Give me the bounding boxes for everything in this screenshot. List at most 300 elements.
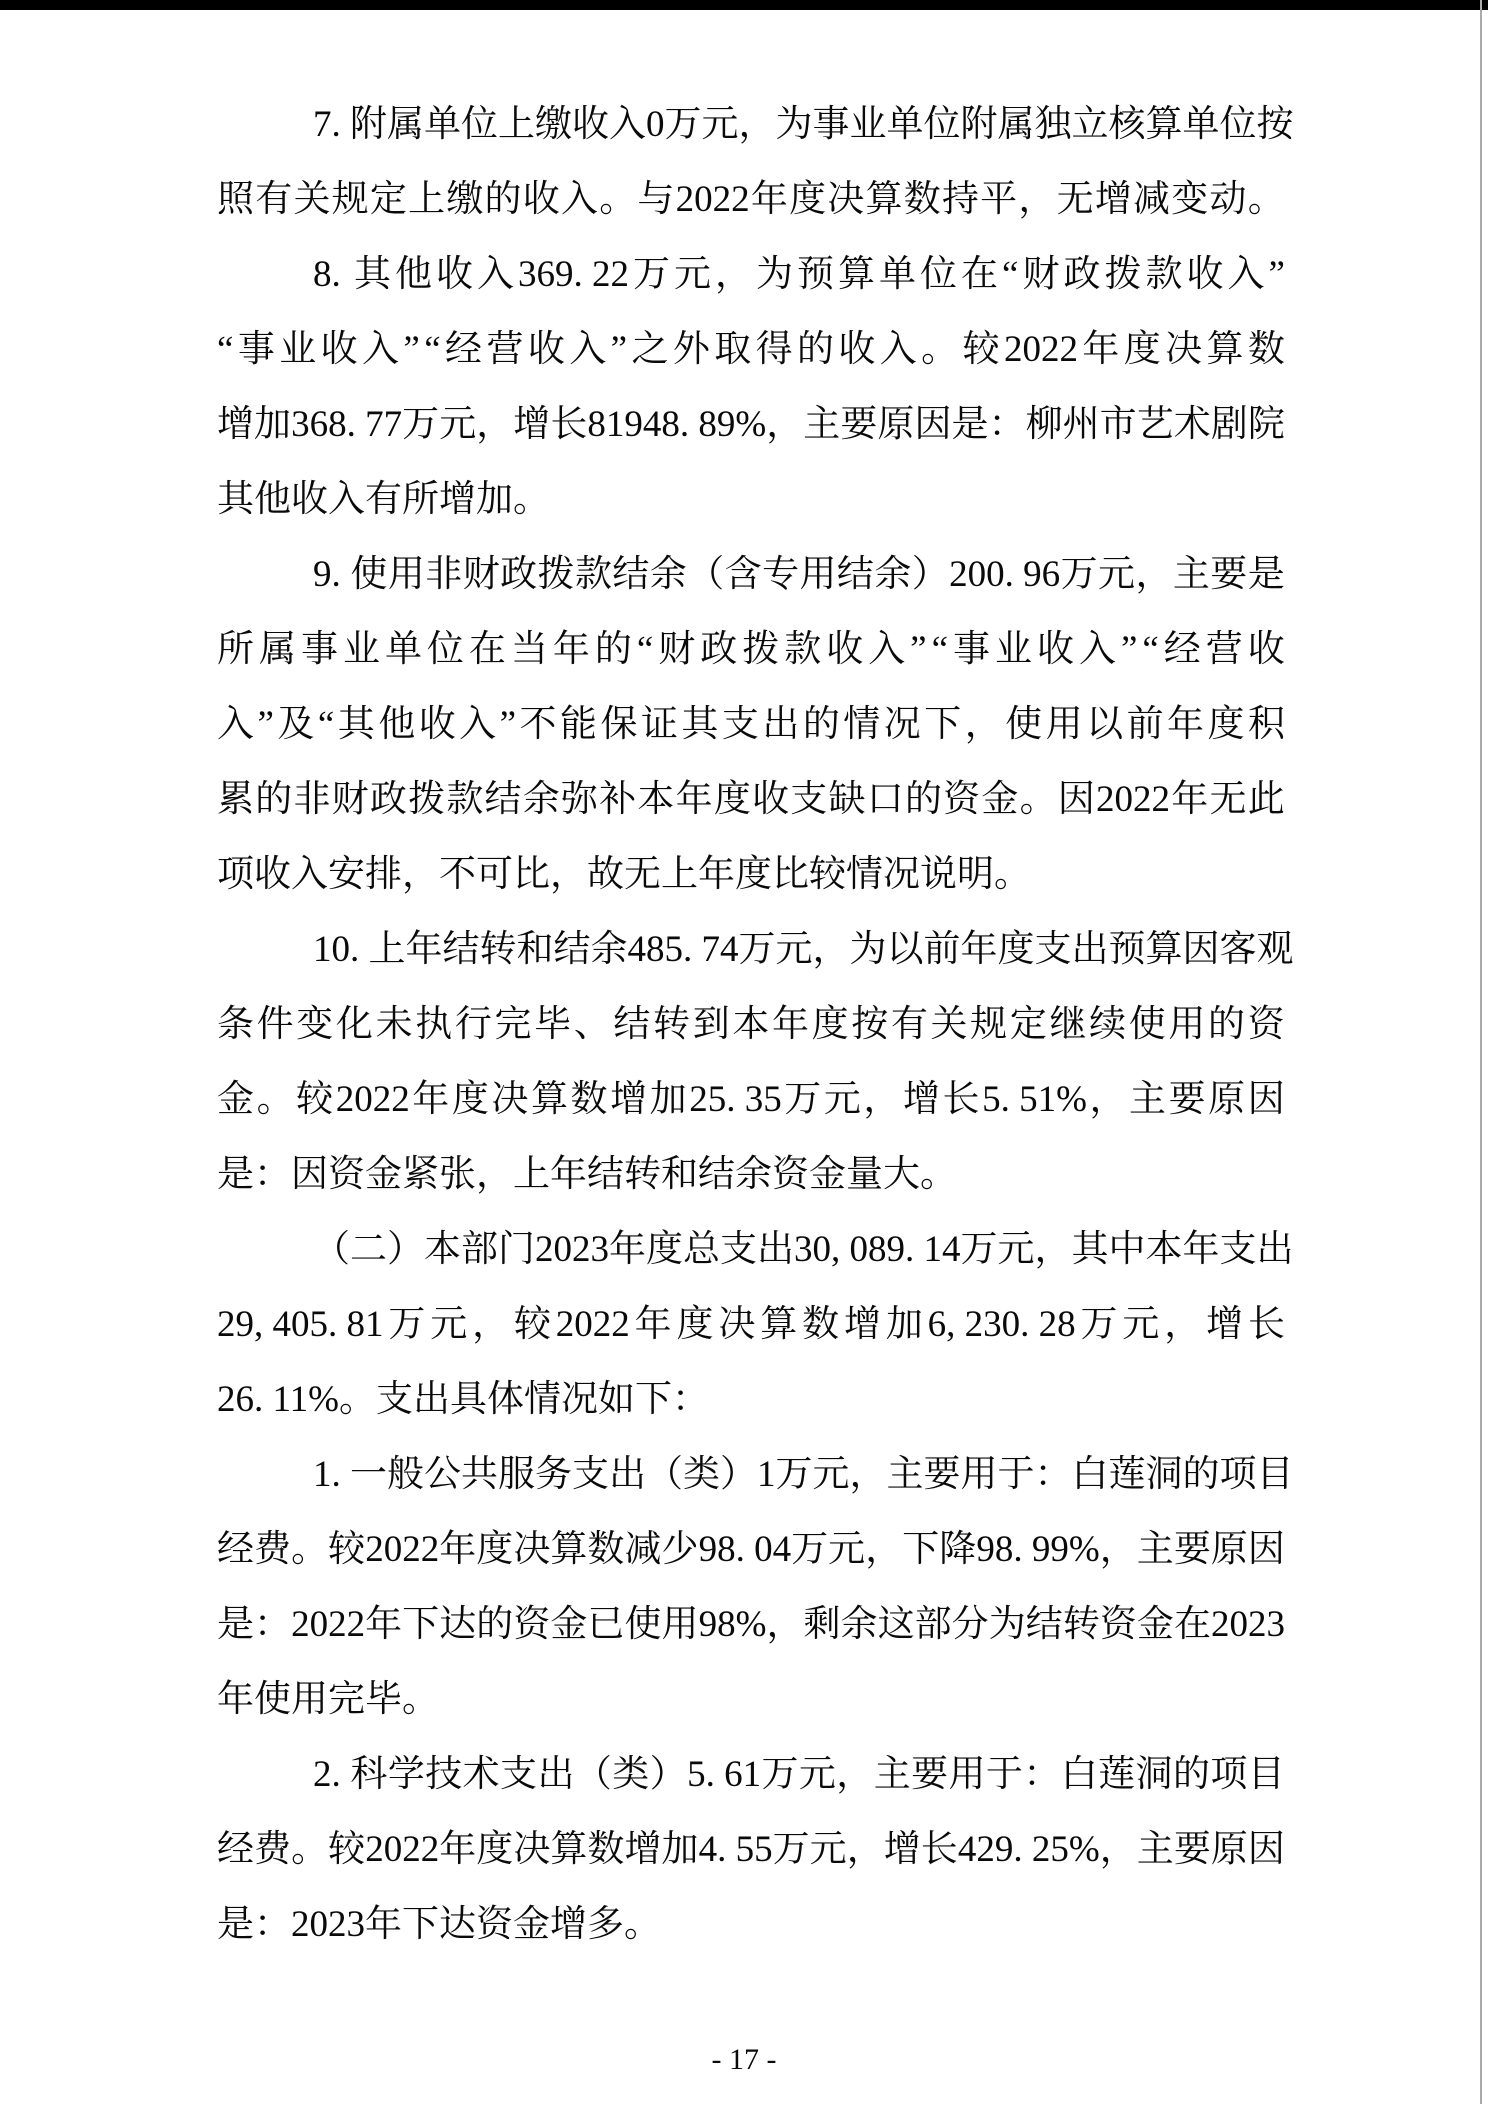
text-token: 5. 51% xyxy=(982,1079,1087,1120)
text-token: 入 xyxy=(609,104,646,145)
text-token: 万 xyxy=(664,104,702,145)
text-token: 2022 xyxy=(291,1604,366,1645)
text-token: 元 xyxy=(798,1754,836,1795)
text-token: 81948. 89% xyxy=(587,404,767,445)
text-token: 决 xyxy=(513,1529,551,1570)
text-token: 年 xyxy=(1082,329,1120,370)
text-token: 数 xyxy=(802,1304,840,1345)
text-token: 行 xyxy=(454,1004,492,1045)
text-token: 持 xyxy=(941,179,979,220)
text-token: 结 xyxy=(553,929,591,970)
text-token: 余 xyxy=(649,554,687,595)
text-token: 较 xyxy=(328,1529,366,1570)
text-token: 缴 xyxy=(535,104,572,145)
text-token: 万 xyxy=(960,1229,998,1270)
text-token: 万 xyxy=(738,929,776,970)
text-token: 万 xyxy=(791,1529,829,1570)
text-line xyxy=(217,912,1294,987)
text-token: 变 xyxy=(296,1004,334,1045)
text-line: 26. 11%。支出具体情况如下： xyxy=(217,1379,709,1420)
text-token: 出 xyxy=(1071,929,1109,970)
text-token: ， xyxy=(846,1829,884,1870)
text-token: 事 xyxy=(237,329,275,370)
text-token: 在 xyxy=(1173,1604,1211,1645)
text-token: 上 xyxy=(498,104,535,145)
text-token: 2022 xyxy=(1096,779,1171,820)
text-token: 结 xyxy=(484,779,522,820)
text-token: 和 xyxy=(516,929,554,970)
text-line xyxy=(217,1812,1285,1887)
text-token: 证 xyxy=(640,704,678,745)
text-token: 算 xyxy=(1145,104,1183,145)
text-token: 资 xyxy=(1247,1004,1285,1045)
text-line xyxy=(217,162,1285,237)
text-token: 下 xyxy=(402,1604,440,1645)
text-token: 为 xyxy=(849,929,887,970)
text-token: 政 xyxy=(500,554,538,595)
text-token: 本 xyxy=(1145,1229,1183,1270)
text-token: 缴 xyxy=(446,179,484,220)
paragraph-item-8-other-income xyxy=(217,237,1285,537)
text-token: 算 xyxy=(550,1829,588,1870)
text-token: 术 xyxy=(462,1754,500,1795)
text-token: 入 xyxy=(560,179,598,220)
text-token: 是 xyxy=(217,1604,254,1645)
text-token: ， xyxy=(964,704,1002,745)
text-token: ， xyxy=(1018,179,1056,220)
text-token: 原 xyxy=(1210,1529,1248,1570)
text-token: 长 xyxy=(920,1829,958,1870)
text-token: 缺 xyxy=(828,779,866,820)
text-token: 款 xyxy=(446,779,484,820)
text-token: 位 xyxy=(920,254,957,295)
text-token: 2022 xyxy=(555,1304,630,1345)
text-token: 增 xyxy=(610,1079,648,1120)
text-token: 2022 xyxy=(675,179,750,220)
text-token: 收 xyxy=(752,779,790,820)
text-token: ） xyxy=(387,1229,424,1270)
text-token: 增 xyxy=(1206,1304,1244,1345)
text-token: 主 xyxy=(873,1754,911,1795)
text-token: 积 xyxy=(1247,704,1285,745)
text-token: 转 xyxy=(479,929,517,970)
text-token: ” xyxy=(1120,629,1138,670)
text-token: 白 xyxy=(1071,1454,1109,1495)
text-token: 含 xyxy=(724,554,762,595)
text-token: 决 xyxy=(513,1829,551,1870)
text-token: 元 xyxy=(823,1079,861,1120)
text-token: 支 xyxy=(572,1454,609,1495)
text-token: 使 xyxy=(624,1604,662,1645)
text-token: 主 xyxy=(803,404,841,445)
text-token: 其 xyxy=(354,254,391,295)
text-token: 较 xyxy=(328,1829,366,1870)
text-token: 年 xyxy=(960,929,998,970)
text-token: 观 xyxy=(1256,929,1294,970)
text-token: 经 xyxy=(445,329,483,370)
text-token: 的 xyxy=(255,779,293,820)
text-token: 元 xyxy=(439,404,477,445)
text-token: 部 xyxy=(461,1229,498,1270)
text-token: 资 xyxy=(943,779,981,820)
text-token: 降 xyxy=(939,1529,977,1570)
text-token: 收 xyxy=(572,104,609,145)
text-token: 关 xyxy=(293,179,331,220)
text-token: 增 xyxy=(883,1829,921,1870)
text-token: 年 xyxy=(675,779,713,820)
text-line xyxy=(217,687,1285,762)
text-token: 10. xyxy=(313,929,369,970)
text-line: 其他收入有所增加。 xyxy=(217,479,550,520)
text-token: 柳 xyxy=(1025,404,1063,445)
text-token: 的 xyxy=(904,779,942,820)
text-token: 属 xyxy=(258,629,296,670)
text-token: 他 xyxy=(395,254,432,295)
text-token: 定 xyxy=(1009,1004,1047,1045)
text-token: 服 xyxy=(498,1454,535,1495)
text-token: 件 xyxy=(256,1004,294,1045)
text-token: “ xyxy=(1142,629,1159,670)
text-token: 艺 xyxy=(1136,404,1174,445)
text-token: 年 xyxy=(771,1004,809,1045)
text-token: 其 xyxy=(681,704,719,745)
text-token: 429. 25% xyxy=(957,1829,1100,1870)
text-token: 余 xyxy=(874,554,912,595)
text-token: 入 xyxy=(879,329,917,370)
text-token: 以 xyxy=(1086,704,1124,745)
text-token: 完 xyxy=(494,1004,532,1045)
text-token: 200. 96 xyxy=(949,554,1061,595)
text-token: 度 xyxy=(1207,704,1245,745)
text-token: 年 xyxy=(1167,704,1205,745)
paragraph-section-2-total-expenditure xyxy=(217,1212,1294,1437)
text-token: 金 xyxy=(981,779,1019,820)
text-token: 一 xyxy=(350,1454,387,1495)
text-token: 的 xyxy=(476,1604,514,1645)
text-token: 元 xyxy=(809,1829,847,1870)
text-token: 收 xyxy=(826,629,864,670)
text-token: 算 xyxy=(550,1529,588,1570)
text-token: 单 xyxy=(879,254,916,295)
text-token: 要 xyxy=(840,404,878,445)
text-token: 增 xyxy=(902,1079,940,1120)
text-token: 用 xyxy=(387,554,425,595)
text-token: 这 xyxy=(877,1604,915,1645)
text-token: 数 xyxy=(587,1529,625,1570)
text-token: 1 xyxy=(757,1454,776,1495)
text-token: 用 xyxy=(960,1454,998,1495)
text-token: （ xyxy=(313,1229,350,1270)
text-token: 度 xyxy=(713,779,751,820)
text-token: 务 xyxy=(535,1454,572,1495)
text-token: 收 xyxy=(1186,254,1224,295)
text-token: ， xyxy=(863,1079,901,1120)
text-token: 年 xyxy=(609,1229,646,1270)
text-token: 支 xyxy=(500,1754,538,1795)
text-token: 增 xyxy=(217,404,254,445)
text-token: 财 xyxy=(462,554,500,595)
text-line xyxy=(217,1587,1285,1662)
text-token: 有 xyxy=(255,179,293,220)
text-token: 项 xyxy=(1210,1754,1248,1795)
text-token: 数 xyxy=(1247,329,1285,370)
text-token: 出 xyxy=(762,704,800,745)
text-token: 万 xyxy=(772,1829,810,1870)
text-token: 度 xyxy=(789,179,827,220)
text-token: ： xyxy=(1034,1454,1072,1495)
text-line xyxy=(217,537,1285,612)
text-token: 收 xyxy=(320,329,358,370)
text-token: 年 xyxy=(552,629,590,670)
text-token: 余 xyxy=(522,779,560,820)
text-token: 技 xyxy=(425,1754,463,1795)
text-token: 弥 xyxy=(560,779,598,820)
text-token: 入 xyxy=(1078,629,1116,670)
text-token: 收 xyxy=(522,179,560,220)
text-token: 加 xyxy=(649,1079,687,1120)
text-token: 费 xyxy=(254,1529,292,1570)
text-token: 补 xyxy=(599,779,637,820)
text-token: 支 xyxy=(1219,1229,1257,1270)
text-line xyxy=(217,312,1285,387)
text-token: ， xyxy=(476,404,514,445)
text-token: 资 xyxy=(1099,1604,1137,1645)
text-token: 原 xyxy=(1210,1829,1248,1870)
text-token: 元 xyxy=(674,254,711,295)
text-token: 学 xyxy=(387,1754,425,1795)
text-token: ， xyxy=(1089,1079,1127,1120)
text-token: 金 xyxy=(217,1079,254,1120)
text-token: 支 xyxy=(720,1229,757,1270)
text-token: 规 xyxy=(331,179,369,220)
text-token: 入 xyxy=(459,704,497,745)
text-token: 本 xyxy=(637,779,675,820)
text-token: 是 xyxy=(1247,554,1285,595)
text-token: 所 xyxy=(217,629,254,670)
text-token: 98. 99% xyxy=(976,1529,1100,1570)
text-token: 白 xyxy=(1060,1754,1098,1795)
text-token: 款 xyxy=(1145,254,1183,295)
text-token: 主 xyxy=(1136,1529,1174,1570)
text-token: 按 xyxy=(1256,104,1294,145)
text-token: 洞 xyxy=(1145,1454,1183,1495)
text-token: 专 xyxy=(762,554,800,595)
document-body xyxy=(217,87,1294,1962)
text-token: “ xyxy=(636,629,654,670)
text-token: 主 xyxy=(1172,554,1210,595)
text-token: 非 xyxy=(293,779,331,820)
text-token: ” xyxy=(1268,254,1285,295)
text-token: 共 xyxy=(461,1454,498,1495)
text-token: ） xyxy=(720,1454,757,1495)
text-token: 款 xyxy=(574,554,612,595)
text-token: 结 xyxy=(1025,1604,1063,1645)
text-token: 动 xyxy=(1209,179,1247,220)
text-token: 度 xyxy=(476,1529,514,1570)
text-token: 余 xyxy=(840,1604,878,1645)
text-token: 9. xyxy=(313,554,350,595)
text-token: 业 xyxy=(342,629,380,670)
text-token: ” xyxy=(403,329,420,370)
text-token: 其 xyxy=(1071,1229,1109,1270)
text-token: 长 xyxy=(942,1079,980,1120)
text-token: 是 xyxy=(951,404,989,445)
text-token: 元 xyxy=(775,929,813,970)
text-token: ： xyxy=(254,1604,292,1645)
text-token: （ xyxy=(574,1754,612,1795)
text-token: 为 xyxy=(988,1604,1026,1645)
text-token: 位 xyxy=(1219,104,1257,145)
text-line xyxy=(217,1512,1285,1587)
text-token: 的 xyxy=(802,704,840,745)
text-token: 莲 xyxy=(1098,1754,1136,1795)
text-token: ， xyxy=(715,254,752,295)
text-token: 年 xyxy=(365,1604,403,1645)
text-token: 上 xyxy=(408,179,446,220)
text-token: 因 xyxy=(1247,1079,1285,1120)
text-token: 入 xyxy=(569,329,607,370)
text-token: 用 xyxy=(1168,1004,1206,1045)
text-token: 。 xyxy=(599,179,637,220)
text-token: 算 xyxy=(760,1304,798,1345)
text-token: ， xyxy=(1164,1304,1202,1345)
text-token: 年 xyxy=(750,179,788,220)
text-token: 万 xyxy=(1080,1304,1118,1345)
text-token: 预 xyxy=(1108,929,1146,970)
text-token: 算 xyxy=(838,254,875,295)
text-token: 万 xyxy=(761,1754,799,1795)
text-token: 2023 xyxy=(1211,1604,1285,1645)
text-token: 及 xyxy=(277,704,315,745)
text-token: 于 xyxy=(997,1454,1035,1495)
text-token: 不 xyxy=(519,704,557,745)
text-token: 单 xyxy=(886,104,924,145)
text-token: 营 xyxy=(486,329,524,370)
text-token: 资 xyxy=(513,1604,551,1645)
text-token: 下 xyxy=(924,704,962,745)
text-token: 算 xyxy=(530,1079,568,1120)
text-token: 为 xyxy=(775,104,813,145)
text-token: 财 xyxy=(331,779,369,820)
text-token: 类 xyxy=(612,1754,650,1795)
text-token: 金 xyxy=(1136,1604,1174,1645)
text-token: ， xyxy=(1135,554,1173,595)
text-token: 规 xyxy=(970,1004,1008,1045)
text-token: 洞 xyxy=(1135,1754,1173,1795)
text-token: 2. xyxy=(313,1754,350,1795)
text-token: 万 xyxy=(633,254,670,295)
text-token: 在 xyxy=(961,254,998,295)
text-token: 拨 xyxy=(408,779,446,820)
text-token: 莲 xyxy=(1108,1454,1146,1495)
text-token: 在 xyxy=(468,629,506,670)
text-token: 使 xyxy=(350,554,388,595)
text-token: 元 xyxy=(1122,1304,1160,1345)
text-token: 业 xyxy=(995,629,1032,670)
text-token: 收 xyxy=(436,254,473,295)
text-token: 2022 xyxy=(1003,329,1078,370)
text-line xyxy=(217,237,1285,312)
text-token: 增 xyxy=(843,1304,881,1345)
paragraph-item-9-non-fiscal-carryover xyxy=(217,537,1285,912)
text-line xyxy=(217,1737,1285,1812)
text-token: ） xyxy=(911,554,949,595)
text-token: 支 xyxy=(790,779,828,820)
text-token: 。 xyxy=(921,329,959,370)
text-line: 是：2023年下达资金增多。 xyxy=(217,1904,661,1945)
page-number: - 17 - xyxy=(711,2043,777,2076)
text-token: 核 xyxy=(1108,104,1146,145)
text-token: ， xyxy=(812,929,850,970)
text-token: 要 xyxy=(1210,554,1248,595)
text-token: 主 xyxy=(1136,1829,1174,1870)
text-token: 1. xyxy=(313,1454,350,1495)
text-token: 外 xyxy=(672,329,710,370)
text-token: 入 xyxy=(1227,254,1265,295)
text-token: 因 xyxy=(1247,1529,1285,1570)
text-token: 财 xyxy=(658,629,696,670)
text-token: 他 xyxy=(378,704,416,745)
text-token: 入 xyxy=(868,629,906,670)
text-token: 万 xyxy=(402,404,440,445)
text-token: 转 xyxy=(653,1004,691,1045)
text-token: 预 xyxy=(797,254,834,295)
paragraph-expense-2-science-technology xyxy=(217,1737,1285,1962)
text-token: 附 xyxy=(350,104,387,145)
text-token: 98. 04 xyxy=(698,1529,792,1570)
text-token: 7. xyxy=(313,104,350,145)
text-token: 保 xyxy=(600,704,638,745)
text-token: 万 xyxy=(784,1079,822,1120)
text-line xyxy=(217,1062,1285,1137)
text-token: ” xyxy=(257,704,274,745)
text-token: “ xyxy=(931,629,949,670)
text-token: 主 xyxy=(886,1454,924,1495)
text-token: 情 xyxy=(843,704,881,745)
text-line: 年使用完毕。 xyxy=(217,1679,439,1720)
text-token: 决 xyxy=(1165,329,1203,370)
text-token: 财 xyxy=(1022,254,1060,295)
text-token: 元 xyxy=(1098,554,1136,595)
text-token: 加 xyxy=(885,1304,923,1345)
text-token: 决 xyxy=(827,179,865,220)
text-token: 因 xyxy=(1057,779,1095,820)
text-token: 结 xyxy=(442,929,480,970)
text-token: 0 xyxy=(646,104,665,145)
text-token: 于 xyxy=(985,1754,1023,1795)
text-token: 科 xyxy=(350,1754,388,1795)
text-token: 算 xyxy=(865,179,903,220)
scan-top-edge-bar xyxy=(0,0,1488,10)
text-token: 出 xyxy=(609,1454,646,1495)
text-token: 剧 xyxy=(1210,404,1248,445)
text-token: 增 xyxy=(624,1829,662,1870)
text-token: 转 xyxy=(1062,1604,1100,1645)
text-token: 有 xyxy=(890,1004,928,1045)
text-token: ， xyxy=(836,1754,874,1795)
text-token: 元 xyxy=(812,1454,850,1495)
text-token: 其 xyxy=(337,704,375,745)
text-token: 与 xyxy=(637,179,675,220)
text-token: 得 xyxy=(755,329,793,370)
text-token: 29, 405. 81 xyxy=(217,1304,384,1345)
text-token: 用 xyxy=(661,1604,699,1645)
text-token: 8. xyxy=(313,254,350,295)
text-token: 的 xyxy=(1182,1454,1220,1495)
text-token: 前 xyxy=(1126,704,1164,745)
text-token: 增 xyxy=(513,404,551,445)
text-token: 到 xyxy=(692,1004,730,1045)
